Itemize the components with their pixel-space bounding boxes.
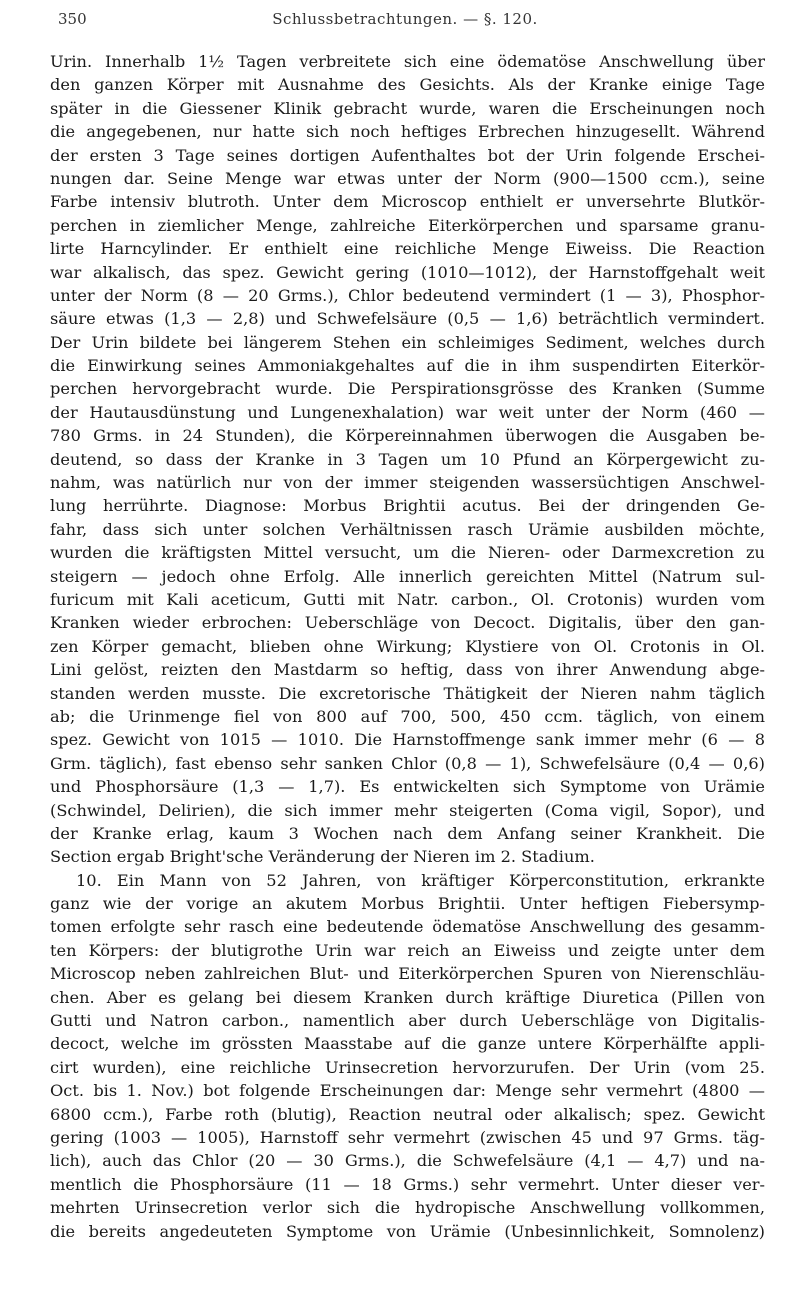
text-line: perchen hervorgebracht wurde. Die Perspirationsgrösse des Kranken (Summe (50, 379, 765, 399)
text-line: unter der Norm (8 — 20 Grms.), Chlor bedeutend vermindert (1 — 3), Phosphor- (50, 285, 765, 305)
text-line: spez. Gewicht von 1015 — 1010. Die Harnstoffmenge sank immer mehr (6 — 8 (50, 730, 765, 750)
body-text (50, 50, 765, 1266)
text-line: wurden die kräftigsten Mittel versucht, um die Nieren- oder Darmexcretion zu (50, 543, 765, 563)
text-line: 6800 ccm.), Farbe roth (blutig), Reaction neutral oder alkalisch; spez. Gewicht (50, 1104, 765, 1124)
text-line: nungen dar. Seine Menge war etwas unter der Norm (900—1500 ccm.), seine (50, 168, 765, 188)
text-line: perchen in ziemlicher Menge, zahlreiche Eiterkörperchen und sparsame granu- (50, 215, 765, 235)
text-line: mentlich die Phosphorsäure (11 — 18 Grms.) sehr vermehrt. Unter dieser ver- (50, 1174, 765, 1194)
text-line: ganz wie der vorige an akutem Morbus Brightii. Unter heftigen Fiebersymp- (50, 894, 765, 914)
text-line: fahr, dass sich unter solchen Verhältnissen rasch Urämie ausbilden möchte, (50, 519, 765, 539)
text-line: Microscop neben zahlreichen Blut- und Eiterkörperchen Spuren von Nierenschläu- (50, 964, 765, 984)
text-line: säure etwas (1,3 — 2,8) und Schwefelsäure (0,5 — 1,6) beträchtlich vermindert. (50, 309, 765, 329)
text-line: Farbe intensiv blutroth. Unter dem Microscop enthielt er unversehrte Blutkör- (50, 192, 765, 212)
text-line: gering (1003 — 1005), Harnstoff sehr vermehrt (zwischen 45 und 97 Grms. täg- (50, 1127, 765, 1147)
text-line (50, 1243, 765, 1266)
text-line: die Einwirkung seines Ammoniakgehaltes auf die in ihm suspendirten Eiterkör- (50, 356, 765, 376)
text-line: die angegebenen, nur hatte sich noch heftiges Erbrechen hinzugesellt. Während (50, 122, 765, 142)
running-head (50, 10, 760, 34)
text-line: der Kranke erlag, kaum 3 Wochen nach dem Anfang seiner Krankheit. Die (50, 823, 765, 843)
text-line: (Schwindel, Delirien), die sich immer mehr steigerten (Coma vigil, Sopor), und (50, 800, 765, 820)
text-line: deutend, so dass der Kranke in 3 Tagen um 10 Pfund an Körpergewicht zu- (50, 449, 765, 469)
text-line: decoct, welche im grössten Maasstabe auf die ganze untere Körperhälfte appli- (50, 1034, 765, 1054)
text-line: ten Körpers: der blutigrothe Urin war reich an Eiweiss und zeigte unter dem (50, 940, 765, 960)
text-line: lirte Harncylinder. Er enthielt eine reichliche Menge Eiweiss. Die Reaction (50, 239, 765, 259)
text-line: die bereits angedeuteten Symptome von Urämie (Unbesinnlichkeit, Somnolenz) (50, 1221, 765, 1241)
page-number: 350 (58, 10, 87, 28)
text-line: war alkalisch, das spez. Gewicht gering (1010—1012), der Harnstoffgehalt weit (50, 262, 765, 282)
text-line: chen. Aber es gelang bei diesem Kranken durch kräftige Diuretica (Pillen von (50, 987, 765, 1007)
case-paragraph-start: 10. Ein Mann von 52 Jahren, von kräftiger Körperconstitution, erkrankte (76, 870, 765, 890)
text-line: Section ergab Bright'sche Veränderung der Nieren im 2. Stadium. (50, 847, 595, 867)
running-head-title: Schlussbetrachtungen. — §. 120. (272, 10, 538, 28)
text-line: Oct. bis 1. Nov.) bot folgende Erscheinungen dar: Menge sehr vermehrt (4800 — (50, 1081, 765, 1101)
text-line: lich), auch das Chlor (20 — 30 Grms.), die Schwefelsäure (4,1 — 4,7) und na- (50, 1151, 765, 1171)
text-line: der Hautausdünstung und Lungenexhalation) war weit unter der Norm (460 — (50, 402, 765, 422)
text-line: nahm, was natürlich nur von der immer steigenden wassersüchtigen Anschwel- (50, 473, 765, 493)
text-line: tomen erfolgte sehr rasch eine bedeutende ödematöse Anschwellung des gesamm- (50, 917, 765, 937)
text-line: steigern — jedoch ohne Erfolg. Alle innerlich gereichten Mittel (Natrum sul- (50, 566, 765, 586)
text-line: den ganzen Körper mit Ausnahme des Gesichts. Als der Kranke einige Tage (50, 75, 765, 95)
text-line: Gutti und Natron carbon., namentlich aber durch Ueberschläge von Digitalis- (50, 1011, 765, 1031)
text-line: Der Urin bildete bei längerem Stehen ein schleimiges Sediment, welches durch (50, 332, 765, 352)
text-line: mehrten Urinsecretion verlor sich die hydropische Anschwellung vollkommen, (50, 1198, 765, 1218)
text-line: zen Körper gemacht, blieben ohne Wirkung; Klystiere von Ol. Crotonis in Ol. (50, 636, 765, 656)
text-line: Grm. täglich), fast ebenso sehr sanken Chlor (0,8 — 1), Schwefelsäure (0,4 — 0,6) (50, 753, 765, 773)
text-line: und Phosphorsäure (1,3 — 1,7). Es entwickelten sich Symptome von Urämie (50, 777, 765, 797)
text-line: lung herrührte. Diagnose: Morbus Brightii acutus. Bei der dringenden Ge- (50, 496, 765, 516)
text-line: Kranken wieder erbrochen: Ueberschläge von Decoct. Digitalis, über den gan- (50, 613, 765, 633)
text-line: später in die Giessener Klinik gebracht wurde, waren die Erscheinungen noch (50, 98, 765, 118)
text-line: 780 Grms. in 24 Stunden), die Körpereinnahmen überwogen die Ausgaben be- (50, 426, 765, 446)
text-line: der ersten 3 Tage seines dortigen Aufenthaltes bot der Urin folgende Erschei- (50, 145, 765, 165)
text-line: furicum mit Kali aceticum, Gutti mit Natr. carbon., Ol. Crotonis) wurden vom (50, 589, 765, 609)
text-line: Lini gelöst, reizten den Mastdarm so heftig, dass von ihrer Anwendung abge- (50, 660, 765, 680)
text-line: cirt wurden), eine reichliche Urinsecretion hervorzurufen. Der Urin (vom 25. (50, 1057, 765, 1077)
text-line: standen werden musste. Die excretorische Thätigkeit der Nieren nahm täglich (50, 683, 765, 703)
text-line: Urin. Innerhalb 1½ Tagen verbreitete sich eine ödematöse Anschwellung über (50, 52, 765, 71)
text-line: ab; die Urinmenge fiel von 800 auf 700, 500, 450 ccm. täglich, von einem (50, 706, 765, 726)
